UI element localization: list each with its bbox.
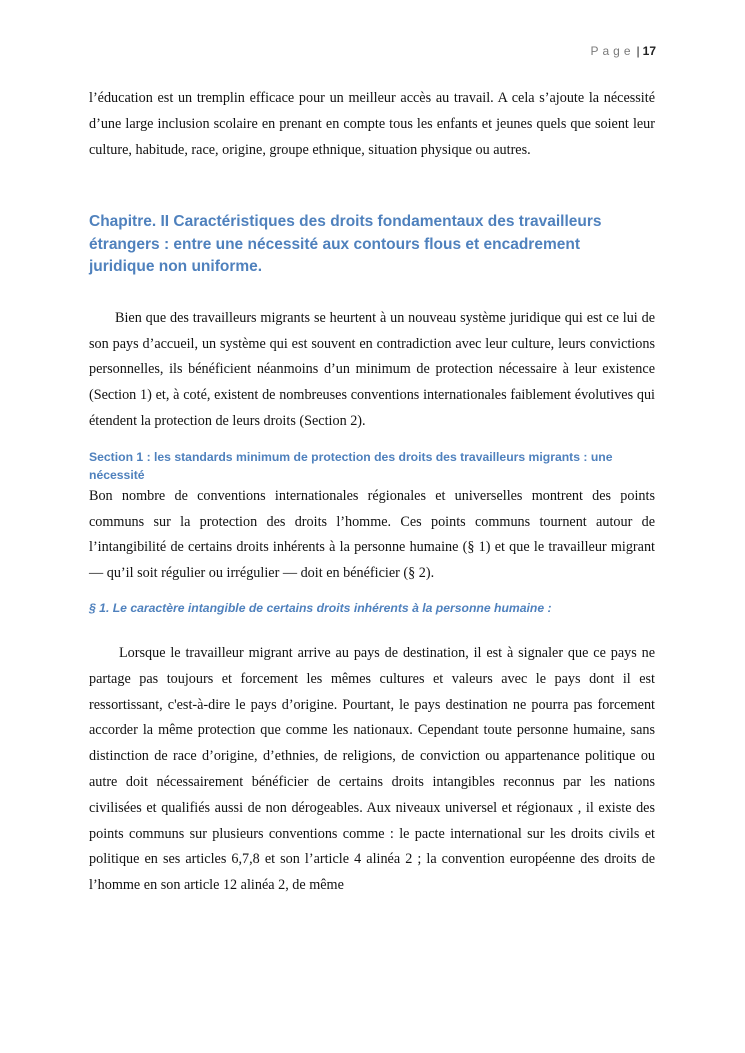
page-label: Page [590,44,635,58]
paragraph-1-body: Lorsque le travailleur migrant arrive au pays de destination, il est à signaler que ce pays ne partage pas toujours et forcement les mêmes cultures et valeurs avec le pays dont il est ressortissant, c'est-à-dire le pays d’origine. Pourtant, le pays destination ne pourra pas forcement accorder la même protection que comme les nationaux. Cependant toute personne humaine, sans distinction de race d’origine, d’ethnies, de religions, de conviction ou appartenance politique ou autre doit nécessairement bénéficier de certains droits intangibles reconnus par les nations civilisées et qualifiés aussi de non dérogeables. Aux niveaux universel et régionaux , il existe des points communs sur plusieurs conventions comme : le pacte international sur les droits civils et politique en ses articles 6,7,8 et son l’article 4 alinéa 2 ; la convention européenne des droits de l’homme en son article 12 alinéa 2, de même [89,645,655,894]
paragraph-1-heading: § 1. Le caractère intangible de certains droits inhérents à la personne humaine : [89,601,552,616]
chapter-heading: Chapitre. II Caractéristiques des droits fondamentaux des travailleurs étrangers : entre une nécessité aux contours flous et encadrement juridique non uniforme. [89,213,602,276]
page-header [590,44,656,58]
intro-paragraph: l’éducation est un tremplin efficace pour un meilleur accès au travail. A cela s’ajoute la nécessité d’une large inclusion scolaire en prenant en compte tous les enfants et jeunes quels que soient leur culture, habitude, race, origine, groupe ethnique, situation physique ou autres. [89,90,655,158]
section-1-heading: Section 1 : les standards minimum de protection des droits des travailleurs migrants : une nécessité [89,449,613,482]
page-separator: | [636,44,640,58]
section-1-intro-paragraph: Bon nombre de conventions internationales régionales et universelles montrent des points communs sur la protection des droits l’homme. Ces points communs tournent autour de l’intangibilité de certains droits inhérents à la personne humaine (§ 1) et que le travailleur migrant — qu’il soit régulier ou irrégulier — doit en bénéficier (§ 2). [89,487,655,582]
document-body [89,86,655,899]
chapter-intro-paragraph: Bien que des travailleurs migrants se heurtent à un nouveau système juridique qui est ce lui de son pays d’accueil, un système qui est souvent en contradiction avec leur culture, leurs convictions personnelles, ils bénéficient néanmoins d’un minimum de protection nécessaire à leur existence (Section 1) et, à coté, existent de nombreuses conventions internationales faiblement évolutives qui étendent la protection de leurs droits (Section 2). [89,309,655,430]
page-number: 17 [642,44,656,58]
